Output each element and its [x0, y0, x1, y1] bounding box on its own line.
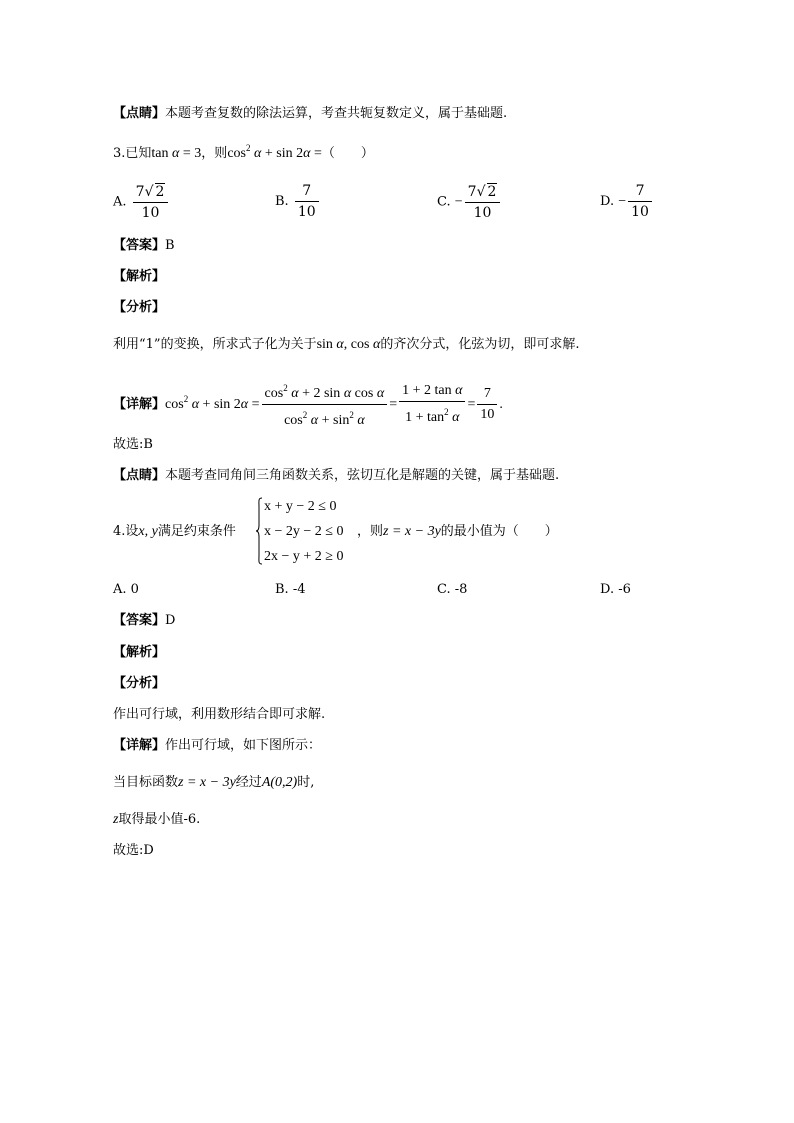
q3-stem-suffix: ，则 [201, 146, 228, 161]
q3-option-a [113, 183, 170, 221]
note-text: 本题考查复数的除法运算，考查共轭复数定义，属于基础题. [165, 106, 508, 121]
q3-option-c: C. − $\frac{7√ 2}{10}$ [437, 183, 502, 221]
q4-option-d: D. -6 [600, 582, 631, 597]
q3-option-d-fraction: $\frac{7}{10}$ [628, 183, 652, 220]
q3-option-d-letter: D. [600, 194, 615, 209]
q3-blank: （ ） [321, 146, 374, 161]
constraint-2: x − 2y − 2 ≤ 0 [264, 524, 344, 539]
q3-conclusion: 故选:B [113, 437, 153, 452]
constraint-brace [255, 497, 263, 565]
q4-option-c: C. -8 [437, 582, 468, 597]
note-label: 【点睛】 [113, 106, 166, 121]
q3-option-b [275, 183, 321, 220]
q4-stem-right: ，则z = x − 3y的最小值为（ ） [357, 524, 558, 539]
q3-note: 【点睛】本题考查同角间三角函数关系，弦切互化是解题的关键，属于基础题. [113, 468, 560, 483]
q3-expr: $\cos^2 \alpha + \sin 2\alpha$ = [227, 143, 322, 161]
q3-option-c-fraction: $\frac{7√ 2}{10}$ [465, 183, 501, 221]
q3-stem-prefix: 已知 [125, 146, 152, 161]
q3-option-b-letter: B. [275, 194, 289, 209]
q4-analysis-label: 【解析】 [113, 645, 166, 660]
q3-option-a-fraction: $\frac{7√ 2}{10}$ [133, 183, 169, 221]
q4-detail: 【详解】作出可行域，如下图所示： [113, 738, 322, 753]
q4-answer: 【答案】D [113, 613, 176, 628]
q3-option-b-fraction: $\frac{7}{10}$ [295, 183, 319, 220]
q3-fenxi-label: 【分析】 [113, 300, 166, 315]
q4-fenxi-label: 【分析】 [113, 676, 166, 691]
q4-conclusion: 故选:D [113, 843, 154, 858]
q3-analysis-label: 【解析】 [113, 269, 166, 284]
q3-given: tan α = 3 [151, 146, 202, 161]
q3-answer: 【答案】B [113, 238, 175, 253]
q3-detail: 【详解】$\cos^2 \alpha + \sin 2\alpha$ = $\frac{\cos^2 \alpha + 2 \sin \alpha \cos \alpha}{\cos^2 \alpha + \sin^2 \alpha}$ = $\frac{\text{1 + 2 tan α}}{1 + \tan^2 \alpha}$ = $\frac{7}{10}$ . [113, 380, 503, 429]
q3-number: 3. [113, 146, 126, 161]
constraint-1: x + y − 2 ≤ 0 [264, 499, 337, 514]
q3-stem [113, 140, 374, 162]
q3-option-c-letter: C. [437, 194, 451, 210]
q3-fenxi: 利用“1”的变换，所求式子化为关于sin α, cos α的齐次分式，化弦为切，即可求解. [113, 337, 580, 352]
q3-option-d: D. − $\frac{7}{10}$ [600, 183, 654, 220]
q4-fenxi: 作出可行域，利用数形结合即可求解. [113, 707, 326, 722]
note-prev [113, 106, 507, 122]
q4-line2: z取得最小值-6. [113, 812, 201, 827]
q4-stem-left: 4.设x, y满足约束条件 [113, 524, 236, 539]
q4-option-a: A. 0 [113, 582, 139, 597]
q4-line1: 当目标函数z = x − 3y经过A(0,2)时, [113, 775, 315, 790]
constraint-3: 2x − y + 2 ≥ 0 [264, 549, 344, 564]
q4-option-b: B. -4 [275, 582, 306, 597]
q3-option-a-letter: A. [113, 194, 127, 210]
